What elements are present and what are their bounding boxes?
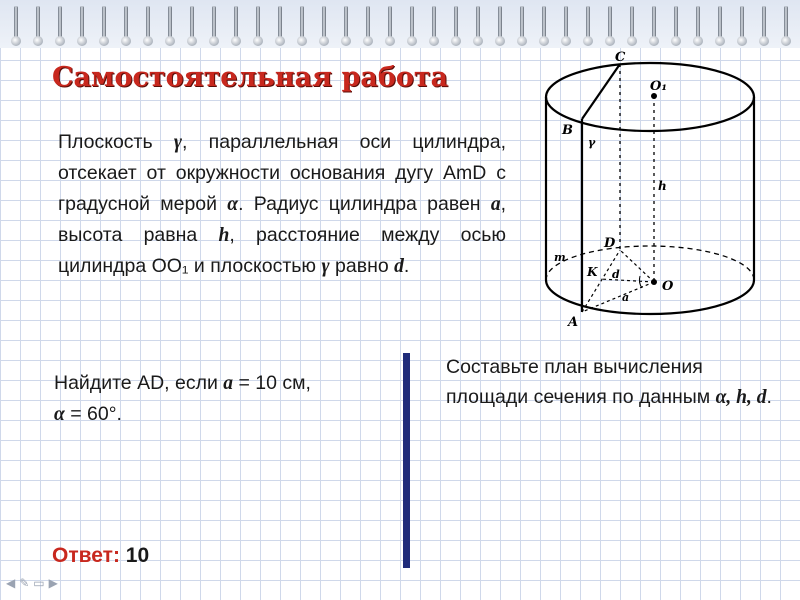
binding-ring (146, 6, 150, 40)
spiral-binding (0, 0, 800, 48)
binding-ring (168, 6, 172, 40)
binding-ring (102, 6, 106, 40)
binding-ring (476, 6, 480, 40)
label-m: m (554, 251, 566, 264)
label-k: K (587, 265, 598, 279)
slide-nav[interactable] (6, 576, 58, 590)
prev-icon[interactable]: ◀ (6, 576, 16, 590)
menu-icon[interactable]: ▭ (33, 576, 45, 590)
label-c: C (615, 50, 626, 65)
binding-ring (322, 6, 326, 40)
label-gamma: γ (588, 136, 596, 149)
label-d-point: D (604, 236, 616, 251)
pen-icon[interactable]: ✎ (19, 576, 30, 590)
binding-ring (388, 6, 392, 40)
binding-ring (630, 6, 634, 40)
binding-ring (652, 6, 656, 40)
binding-ring (608, 6, 612, 40)
vertical-divider (403, 353, 410, 568)
answer-value: 10 (125, 544, 150, 567)
binding-ring (300, 6, 304, 40)
binding-ring (80, 6, 84, 40)
point-o (651, 279, 657, 285)
binding-ring (432, 6, 436, 40)
binding-ring (58, 6, 62, 40)
binding-ring (696, 6, 700, 40)
binding-ring (784, 6, 788, 40)
binding-ring (366, 6, 370, 40)
binding-ring (410, 6, 414, 40)
binding-ring (124, 6, 128, 40)
segment-od (620, 250, 654, 282)
bottom-front-arc (546, 280, 754, 314)
angle-arc (639, 276, 642, 288)
label-a-point: A (568, 315, 579, 330)
task-plan-area: Составьте план вычисления площади сечения по данным α, h, d. (446, 356, 772, 408)
task-find-ad: Найдите AD, если a = 10 см, α = 60°. (54, 372, 311, 425)
binding-ring (586, 6, 590, 40)
binding-ring (256, 6, 260, 40)
binding-ring (520, 6, 524, 40)
segment-ok (600, 279, 654, 282)
binding-ring (564, 6, 568, 40)
binding-ring (542, 6, 546, 40)
binding-ring (234, 6, 238, 40)
segment-bc (582, 64, 620, 119)
top-ellipse (546, 63, 754, 131)
problem-statement: Плоскость γ, параллельная оси цилиндра, отсекает от окружности основания дугу AmD с градусной мерой α. Радиус цилиндра равен a, высота равна h, расстояние между осью цилиндра OO₁ и плоскостью γ равно d. (58, 131, 507, 277)
binding-ring (14, 6, 18, 40)
binding-ring (740, 6, 744, 40)
label-o: O (662, 279, 674, 294)
next-icon[interactable]: ▶ (48, 576, 58, 590)
answer-label: Ответ: (52, 544, 120, 567)
bottom-back-arc (546, 246, 754, 280)
binding-ring (190, 6, 194, 40)
label-b: B (562, 123, 573, 138)
label-a-radius: a (622, 291, 630, 304)
binding-ring (36, 6, 40, 40)
segment-ad (582, 250, 620, 312)
binding-ring (344, 6, 348, 40)
label-d-distance: d (612, 268, 620, 281)
binding-ring (718, 6, 722, 40)
segment-oa (582, 282, 654, 312)
binding-ring (674, 6, 678, 40)
binding-ring (762, 6, 766, 40)
binding-ring (278, 6, 282, 40)
page-title: Самостоятельная работа (52, 62, 449, 93)
binding-ring (454, 6, 458, 40)
label-h: h (658, 179, 667, 193)
binding-ring (498, 6, 502, 40)
answer (52, 544, 149, 568)
binding-ring (212, 6, 216, 40)
cylinder-figure (530, 48, 780, 338)
label-o1: O₁ (650, 79, 668, 94)
